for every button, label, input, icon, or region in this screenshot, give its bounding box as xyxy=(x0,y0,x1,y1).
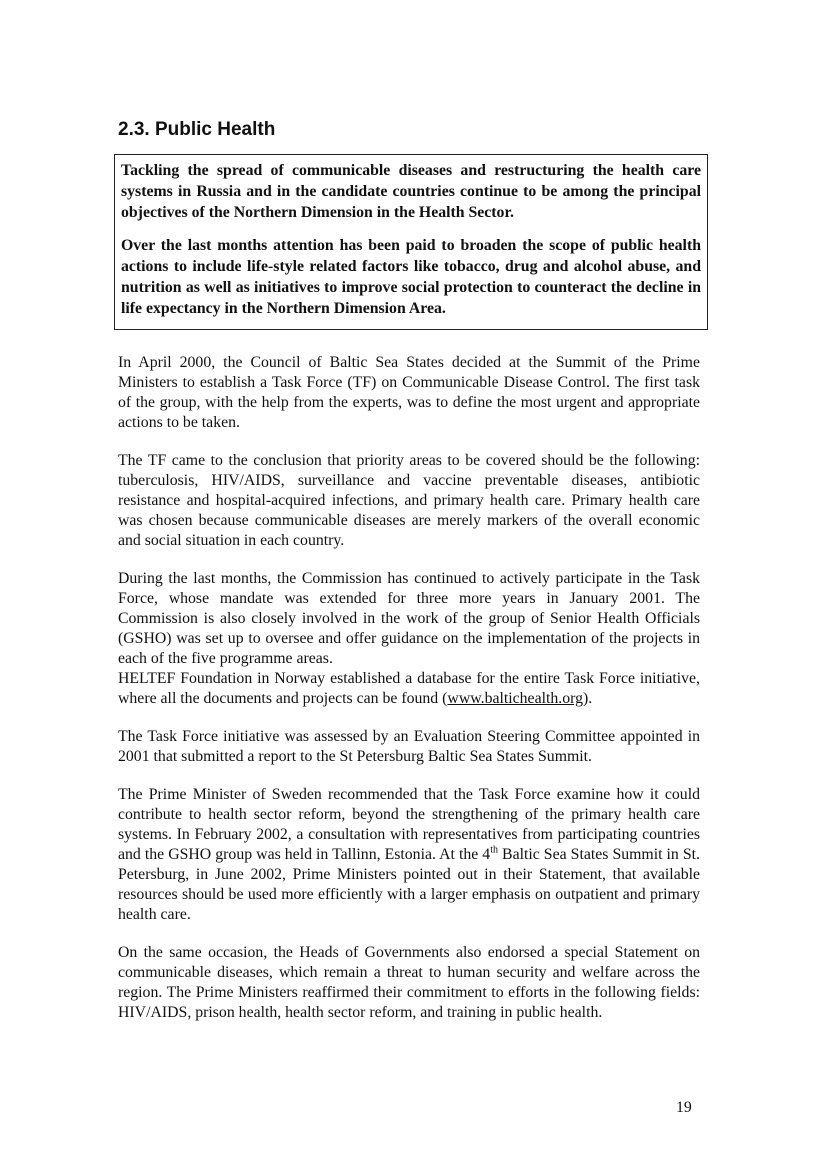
baltichealth-link[interactable]: www.baltichealth.org xyxy=(447,690,583,707)
page-number: 19 xyxy=(676,1099,692,1116)
body-paragraph-1: In April 2000, the Council of Baltic Sea States decided at the Summit of the Prime Ministers to establish a Task Force (TF) on Communicable Disease Control. The first task of the group, with the help from the experts, was to define the most urgent and appropriate actions to be taken. xyxy=(118,354,700,431)
body-paragraph-4-text: HELTEF Foundation in Norway established a database for the entire Task Force initiative, where all the documents and projects can be found ( xyxy=(118,670,700,707)
body-paragraph-7: On the same occasion, the Heads of Governments also endorsed a special Statement on communicable diseases, which remain a threat to human security and welfare across the region. The Prime Ministers reaffirmed their commitment to efforts in the following fields: HIV/AIDS, prison health, health sector reform, and training in public health. xyxy=(118,944,700,1021)
summary-box xyxy=(114,154,708,330)
body-paragraph-6 xyxy=(118,785,700,925)
body-paragraph-6-part2: Baltic Sea States Summit in St. Petersburg, in June 2002, Prime Ministers pointed out in their Statement, that available resources should be used more efficiently with a larger emphasis on outpatient and primary health care. xyxy=(118,846,700,923)
body-paragraph-3: During the last months, the Commission has continued to actively participate in the Task Force, whose mandate was extended for three more years in January 2001. The Commission is also closely involved in the work of the group of Senior Health Officials (GSHO) was set up to oversee and offer guidance on the implementation of the projects in each of the five programme areas. xyxy=(118,570,700,667)
body-text xyxy=(118,353,700,1041)
body-paragraph-5: The Task Force initiative was assessed by an Evaluation Steering Committee appointed in 2001 that submitted a report to the St Petersburg Baltic Sea States Summit. xyxy=(118,728,700,765)
body-paragraph-4 xyxy=(118,669,700,709)
summary-paragraph-1: Tackling the spread of communicable diseases and restructuring the health care systems in Russia and in the candidate countries continue to be among the principal objectives of the Northern Dimension in the Health Sector. xyxy=(121,162,701,221)
ordinal-superscript: th xyxy=(490,844,498,856)
body-paragraph-6-part1: The Prime Minister of Sweden recommended that the Task Force examine how it could contribute to health sector reform, beyond the strengthening of the primary health care systems. In February 2002, a consultation with representatives from participating countries and the GSHO group was held in Tallinn, Estonia. At the 4 xyxy=(118,786,700,863)
body-paragraph-2: The TF came to the conclusion that priority areas to be covered should be the following: tuberculosis, HIV/AIDS, surveillance and vaccine preventable diseases, antibiotic resistance and hospital-acquired infections, and primary health care. Primary health care was chosen because communicable diseases are merely markers of the overall economic and social situation in each country. xyxy=(118,452,700,549)
section-heading: 2.3. Public Health xyxy=(118,119,276,140)
summary-paragraph-2: Over the last months attention has been paid to broaden the scope of public health actions to include life-style related factors like tobacco, drug and alcohol abuse, and nutrition as well as initiatives to improve social protection to counteract the decline in life expectancy in the Northern Dimension Area. xyxy=(121,237,701,317)
body-paragraph-4-end: ). xyxy=(582,690,593,707)
